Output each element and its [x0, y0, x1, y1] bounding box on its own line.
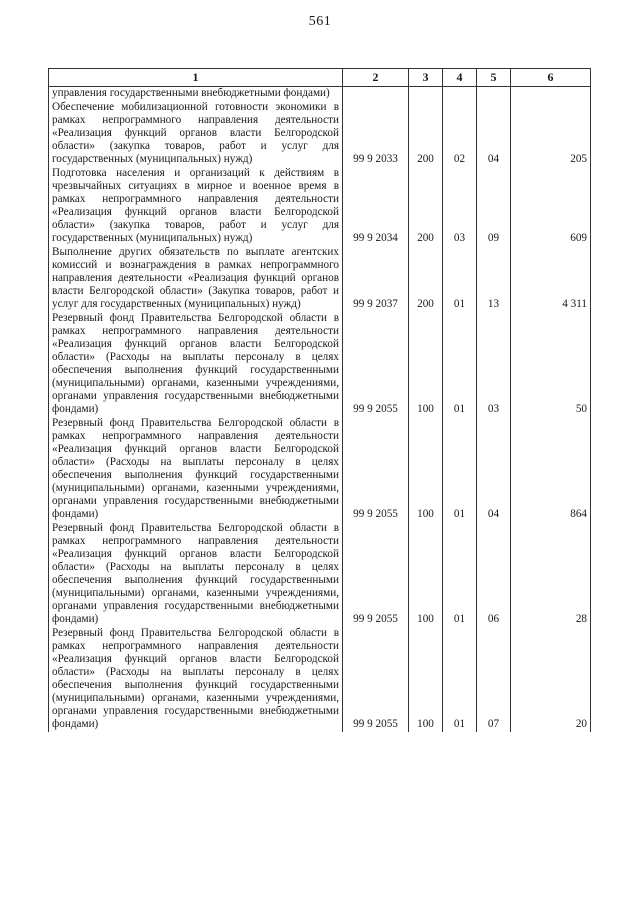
column-header: 2 — [343, 69, 409, 87]
row-expense-type — [409, 87, 443, 102]
row-expense-type: 100 — [409, 627, 443, 732]
table-row — [49, 312, 591, 417]
row-target-code: 99 9 2055 — [343, 417, 409, 522]
row-amount: 205 — [511, 101, 591, 167]
row-description: Подготовка населения и организаций к действиям в чрезвычайных ситуациях в мирное и военное время в рамках непрограммного направления деятельности «Реализация функций органов власти Белгородской области» (закупка товаров, работ и услуг для государственных (муниципальных) нужд) — [49, 167, 343, 246]
row-subsection: 04 — [477, 417, 511, 522]
row-section: 01 — [443, 522, 477, 627]
row-target-code: 99 9 2037 — [343, 246, 409, 312]
column-header: 1 — [49, 69, 343, 87]
row-description: Резервный фонд Правительства Белгородской области в рамках непрограммного направления деятельности «Реализация функций органов власти Белгородской области» (Расходы на выплаты персоналу в целях обеспечения выполнения функций государственными (муниципальными) органами, казенными учреждениями, органами управления государственными внебюджетными фондами) — [49, 522, 343, 627]
table-row — [49, 101, 591, 167]
row-target-code: 99 9 2055 — [343, 627, 409, 732]
row-description: Резервный фонд Правительства Белгородской области в рамках непрограммного направления деятельности «Реализация функций органов власти Белгородской области» (Расходы на выплаты персоналу в целях обеспечения выполнения функций государственными (муниципальными) органами, казенными учреждениями, органами управления государственными внебюджетными фондами) — [49, 417, 343, 522]
table-body — [49, 87, 591, 733]
row-amount: 50 — [511, 312, 591, 417]
row-target-code: 99 9 2033 — [343, 101, 409, 167]
table-row — [49, 627, 591, 732]
row-subsection — [477, 87, 511, 102]
row-description: Резервный фонд Правительства Белгородской области в рамках непрограммного направления деятельности «Реализация функций органов власти Белгородской области» (Расходы на выплаты персоналу в целях обеспечения выполнения функций государственными (муниципальными) органами, казенными учреждениями, органами управления государственными внебюджетными фондами) — [49, 312, 343, 417]
row-expense-type: 100 — [409, 522, 443, 627]
page-number: 561 — [308, 14, 332, 29]
row-target-code: 99 9 2055 — [343, 312, 409, 417]
row-amount: 28 — [511, 522, 591, 627]
row-subsection: 07 — [477, 627, 511, 732]
table-row — [49, 87, 591, 102]
table-row — [49, 246, 591, 312]
row-amount: 20 — [511, 627, 591, 732]
table-row — [49, 522, 591, 627]
header-row — [49, 69, 591, 87]
row-expense-type: 200 — [409, 167, 443, 246]
column-header: 3 — [409, 69, 443, 87]
row-description: Обеспечение мобилизационной готовности экономики в рамках непрограммного направления деятельности «Реализация функций органов власти Белгородской области» (закупка товаров, работ и услуг для государственных (муниципальных) нужд) — [49, 101, 343, 167]
row-target-code: 99 9 2055 — [343, 522, 409, 627]
budget-table — [48, 68, 591, 732]
row-section: 02 — [443, 101, 477, 167]
table-header — [49, 69, 591, 87]
row-amount: 609 — [511, 167, 591, 246]
row-expense-type: 200 — [409, 101, 443, 167]
row-subsection: 03 — [477, 312, 511, 417]
row-section: 03 — [443, 167, 477, 246]
row-section: 01 — [443, 246, 477, 312]
row-section: 01 — [443, 417, 477, 522]
column-header: 4 — [443, 69, 477, 87]
row-target-code: 99 9 2034 — [343, 167, 409, 246]
row-description: Резервный фонд Правительства Белгородской области в рамках непрограммного направления деятельности «Реализация функций органов власти Белгородской области» (Расходы на выплаты персоналу в целях обеспечения выполнения функций государственными (муниципальными) органами, казенными учреждениями, органами управления государственными внебюджетными фондами) — [49, 627, 343, 732]
row-subsection: 04 — [477, 101, 511, 167]
row-section: 01 — [443, 312, 477, 417]
row-section: 01 — [443, 627, 477, 732]
row-expense-type: 100 — [409, 312, 443, 417]
row-subsection: 13 — [477, 246, 511, 312]
row-subsection: 06 — [477, 522, 511, 627]
table-row — [49, 417, 591, 522]
row-amount — [511, 87, 591, 102]
column-header: 5 — [477, 69, 511, 87]
row-subsection: 09 — [477, 167, 511, 246]
row-expense-type: 100 — [409, 417, 443, 522]
column-header: 6 — [511, 69, 591, 87]
table-row — [49, 167, 591, 246]
row-amount: 864 — [511, 417, 591, 522]
row-section — [443, 87, 477, 102]
row-expense-type: 200 — [409, 246, 443, 312]
row-amount: 4 311 — [511, 246, 591, 312]
row-description: управления государственными внебюджетными фондами) — [49, 87, 343, 102]
row-description: Выполнение других обязательств по выплате агентских комиссий и вознаграждения в рамках непрограммного направления деятельности «Реализация функций органов власти Белгородской области» (Закупка товаров, работ и услуг для государственных (муниципальных) нужд) — [49, 246, 343, 312]
row-target-code — [343, 87, 409, 102]
